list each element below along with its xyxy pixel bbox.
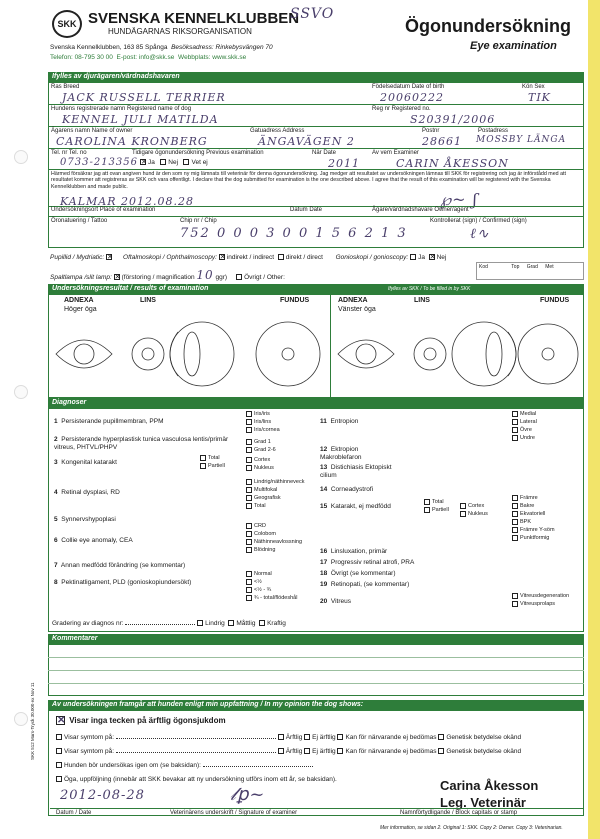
opt-checkbox[interactable] bbox=[512, 503, 518, 509]
dog-name-value[interactable]: KENNEL JULI MATILDA bbox=[62, 113, 219, 126]
conclusion-bar: Av undersökningen framgår att hunden enligt min uppfattning / In my opinion the dog shows: bbox=[48, 700, 584, 710]
page-subtitle: Eye examination bbox=[470, 40, 557, 52]
reexam-row: Hunden bör undersökas igen om (se baksidan): bbox=[56, 762, 313, 769]
signature-line bbox=[50, 808, 584, 809]
gonio-nej-checkbox[interactable]: ✕ bbox=[429, 254, 436, 262]
opt-checkbox[interactable] bbox=[512, 511, 518, 517]
opt-checkbox[interactable] bbox=[246, 579, 252, 585]
rd-options: Lindrig/näthinneveck Multifokal Geografisk Total bbox=[246, 478, 304, 510]
punch-hole bbox=[14, 712, 28, 726]
owner-signature: ℘~ ʃ bbox=[440, 190, 478, 209]
ppm-options: Iris/iris Iris/lins Iris/cornea bbox=[246, 410, 280, 434]
opt-checkbox[interactable] bbox=[246, 547, 252, 553]
diagnosis-8[interactable]: 8 Pektinatligament, PLD (gonioskopiundersökt) bbox=[54, 579, 192, 586]
kat15-options-2: Cortex Nukleus bbox=[460, 502, 488, 518]
row-divider bbox=[48, 169, 584, 170]
vet-name: Carina Åkesson bbox=[440, 778, 539, 793]
followup-checkbox[interactable] bbox=[56, 776, 62, 782]
prev-exam-options: ✕Ja Nej Vet ej bbox=[141, 159, 208, 167]
vet-sign-label: Veterinärens underskrift / Signature of examiner bbox=[170, 810, 298, 816]
lins-label-right: LINS bbox=[140, 297, 156, 304]
prev-exam-label: Tidigare ögonundersökning Previous examination bbox=[132, 150, 264, 156]
opt-checkbox[interactable] bbox=[246, 503, 252, 509]
tel-label: Tel. nr Tel. no bbox=[51, 150, 87, 156]
results-bar: Undersökningsresultat / results of examination Ifylles av SKK / To be filled in by SKK bbox=[48, 284, 584, 294]
opt-checkbox[interactable] bbox=[512, 419, 518, 425]
ej-arftlig-2-checkbox[interactable] bbox=[304, 748, 310, 754]
comment-line bbox=[48, 683, 584, 684]
indirekt-checkbox[interactable]: ✕ bbox=[219, 254, 226, 262]
opt-checkbox[interactable] bbox=[246, 495, 252, 501]
followup-row: Öga, uppföljning (innebär att SKK bevakar att ny undersökning utförs inom ett år, se baksidan). bbox=[56, 776, 337, 783]
opt-checkbox[interactable] bbox=[246, 587, 252, 593]
genetisk-2-checkbox[interactable] bbox=[438, 748, 444, 754]
org-name: SVENSKA KENNELKLUBBEN bbox=[88, 10, 300, 27]
opt-checkbox[interactable] bbox=[246, 479, 252, 485]
opt-checkbox[interactable] bbox=[246, 457, 252, 463]
when-value[interactable]: 2011 bbox=[328, 157, 360, 170]
diagnosis-7[interactable]: 7 Annan medfödd förändring (se kommentar) bbox=[54, 562, 186, 569]
opt-checkbox[interactable] bbox=[246, 411, 252, 417]
entropion-options: Medial Lateral Övre Undre bbox=[512, 410, 537, 442]
chip-value[interactable]: 752 0 0 0 3 0 0 1 5 6 2 1 3 bbox=[180, 226, 408, 241]
diagnosis-5[interactable]: 5 Synnervshypoplasi bbox=[54, 516, 116, 523]
punch-hole bbox=[14, 150, 28, 164]
opt-checkbox[interactable] bbox=[246, 523, 252, 529]
opt-checkbox[interactable] bbox=[512, 495, 518, 501]
fundus-label-right: FUNDUS bbox=[280, 297, 310, 304]
no-signs-row: ✕ Visar inga tecken på ärftlig ögonsjukdom bbox=[57, 715, 226, 727]
dob-value[interactable]: 20060222 bbox=[380, 91, 444, 104]
tattoo-label: Öronatuering / Tattoo bbox=[51, 218, 108, 224]
reg-value[interactable]: S20391/2006 bbox=[410, 113, 496, 126]
zip-label: Postnr bbox=[422, 128, 440, 134]
lins-label-left: LINS bbox=[414, 297, 430, 304]
kan-ej-2-checkbox[interactable] bbox=[337, 748, 343, 754]
opt-checkbox[interactable] bbox=[424, 507, 430, 513]
diagnosis-20[interactable]: 20 Vitreus bbox=[320, 598, 351, 605]
right-eye-diagram bbox=[52, 312, 324, 396]
kat-options-2: Cortex Nukleus bbox=[246, 456, 274, 472]
city-label: Postadress bbox=[478, 128, 509, 134]
sign-place-date[interactable]: KALMAR 2012.08.28 bbox=[60, 195, 194, 208]
opt-checkbox[interactable] bbox=[246, 419, 252, 425]
chip-label: Chip nr / Chip bbox=[180, 218, 217, 224]
prev-ja-checkbox[interactable]: ✕ bbox=[141, 159, 147, 167]
reexam-checkbox[interactable] bbox=[56, 762, 62, 768]
comment-line bbox=[48, 657, 584, 658]
ras-label: Ras Breed bbox=[51, 84, 80, 90]
code-box: Kod Top Grad Met bbox=[476, 262, 584, 280]
ras-value[interactable]: JACK RUSSELL TERRIER bbox=[62, 91, 226, 104]
owner-sign-label: Ägare/värdnadshavare Owner/agent bbox=[372, 207, 469, 213]
adnexa-label-right: ADNEXA bbox=[64, 297, 94, 304]
vet-signature: 𝓁ꝑ~ bbox=[230, 784, 266, 805]
opt-checkbox[interactable] bbox=[512, 535, 518, 541]
opt-checkbox[interactable] bbox=[246, 571, 252, 577]
street-label: Gatuadress Address bbox=[250, 128, 305, 134]
owner-name-label: Ägarens namn Name of owner bbox=[51, 128, 133, 134]
opt-checkbox[interactable] bbox=[200, 455, 206, 461]
row-divider bbox=[48, 126, 584, 127]
logo: SKK bbox=[52, 10, 82, 38]
when-label: När Date bbox=[312, 150, 337, 156]
place-label: Undersökningsort Place of examination bbox=[51, 207, 156, 213]
kat15-options-3: Främre Bakre Ekvatoriell BPK Främre Y-söm Punktformig bbox=[512, 494, 555, 542]
logo-scribble: SSVO bbox=[290, 6, 335, 22]
footer-text: Mer information, se sidan 2. Original 1: SKK. Copy 2: Owner. Copy 3: Veterinarian. bbox=[380, 825, 563, 831]
opt-checkbox[interactable] bbox=[246, 531, 252, 537]
org-sub: HUNDÄGARNAS RIKSORGANISATION bbox=[108, 27, 252, 36]
contact-line: Telefon: 08-795 30 00 E-post: info@skk.se Webbplats: www.skk.se bbox=[50, 54, 247, 61]
controlled-label: Kontrollerat (sign) / Confirmed (sign) bbox=[430, 218, 527, 224]
opt-checkbox[interactable] bbox=[246, 487, 252, 493]
examiner-value[interactable]: CARIN ÅKESSON bbox=[396, 157, 509, 170]
sex-value[interactable]: TIK bbox=[528, 91, 551, 104]
opt-checkbox[interactable] bbox=[246, 595, 252, 601]
opt-checkbox[interactable] bbox=[512, 519, 518, 525]
spaltlampa-checkbox[interactable]: ✕ bbox=[114, 274, 121, 282]
adnexa-label-left: ADNEXA bbox=[338, 297, 368, 304]
vitreus-options: Vitreusdegeneration Vitreusprolaps bbox=[512, 592, 569, 608]
opt-checkbox[interactable] bbox=[460, 503, 466, 509]
side-code: SKK 512 Mars-Tryck 30.000 ex Nov 11 bbox=[30, 682, 35, 760]
page-edge bbox=[588, 0, 600, 839]
prev-nej-checkbox[interactable] bbox=[160, 159, 166, 165]
gonio-ja-checkbox[interactable] bbox=[410, 254, 416, 260]
diagnosis-1[interactable]: 1 Persisterande pupillmembran, PPM bbox=[54, 418, 164, 425]
row-divider bbox=[48, 148, 584, 149]
symptom-row-1: Visar symtom på: Ärftlig Ej ärftlig Kan för närvarande ej bedömas Genetisk betydelse okänd bbox=[56, 734, 521, 741]
diagnosis-19[interactable]: 19 Retinopati, (se kommentar) bbox=[320, 581, 410, 588]
cea-options: CRD Colobom Näthinneavlossning Blödning bbox=[246, 522, 302, 554]
symptom-1-checkbox[interactable] bbox=[56, 734, 62, 740]
opt-checkbox[interactable] bbox=[246, 539, 252, 545]
vet-title: Leg. Veterinär bbox=[440, 795, 526, 810]
methods-row-1: Pupillid / Mydriatic: ✕ Oftalmoskopi / Ophthalmoscopy: ✕indirekt / indirect direkt / direct Gonioskopi / gonioscopy: Ja ✕Nej bbox=[50, 254, 447, 262]
opt-checkbox[interactable] bbox=[460, 511, 466, 517]
ej-arftlig-1-checkbox[interactable] bbox=[304, 734, 310, 740]
pupill-checkbox[interactable]: ✕ bbox=[107, 254, 113, 262]
opt-checkbox[interactable] bbox=[246, 447, 252, 453]
diagnosis-14[interactable]: 14 Corneadystrofi bbox=[320, 486, 374, 493]
diagnosis-13[interactable]: 13 Distichiasis Ektopiskt cilium bbox=[320, 464, 392, 479]
kat-options: Total Partiell bbox=[200, 454, 225, 470]
zip-value[interactable]: 28661 bbox=[422, 135, 462, 148]
opt-checkbox[interactable] bbox=[200, 463, 206, 469]
arftlig-1-checkbox[interactable] bbox=[278, 734, 284, 740]
comment-line bbox=[48, 670, 584, 671]
opt-checkbox[interactable] bbox=[512, 593, 518, 599]
owner-section-bar: Ifylles av djurägaren/värdnadshavaren bbox=[48, 72, 584, 82]
diagnosis-17[interactable]: 17 Progressiv retinal atrofi, PRA bbox=[320, 559, 415, 566]
kan-ej-1-checkbox[interactable] bbox=[337, 734, 343, 740]
city-value[interactable]: MOSSBY LÄNGA bbox=[476, 135, 567, 145]
address-line: Svenska Kennelklubben, 163 85 Spånga Besöksadress: Rinkebysvängen 70 bbox=[50, 44, 273, 51]
comments-bar: Kommentarer bbox=[48, 634, 584, 644]
opt-checkbox[interactable] bbox=[424, 499, 430, 505]
diagnosis-15[interactable]: 15 Katarakt, ej medfödd bbox=[320, 503, 391, 510]
pld-options: Normal <½ <½ - ¾ ¾ - total/flödeshål bbox=[246, 570, 297, 602]
diagnosis-12[interactable]: 12 Ektropion Makroblefaron bbox=[320, 446, 362, 461]
date-sig-label: Datum / Date bbox=[56, 810, 92, 816]
phtvl-options: Grad 1 Grad 2-6 bbox=[246, 438, 276, 454]
opt-checkbox[interactable] bbox=[512, 601, 518, 607]
opt-checkbox[interactable] bbox=[512, 411, 518, 417]
row-divider bbox=[48, 104, 584, 105]
arftlig-2-checkbox[interactable] bbox=[278, 748, 284, 754]
opt-checkbox[interactable] bbox=[512, 427, 518, 433]
controlled-signature: ℓ∿ bbox=[470, 226, 490, 242]
opt-checkbox[interactable] bbox=[512, 527, 518, 533]
exam-date-value[interactable]: 2012-08-28 bbox=[60, 788, 145, 803]
symptom-row-2: Visar symtom på: Ärftlig Ej ärftlig Kan för närvarande ej bedömas Genetisk betydelse okänd bbox=[56, 748, 521, 755]
dog-name-label: Hundens registrerade namn Registered name of dog bbox=[51, 106, 192, 112]
owner-name-value[interactable]: CAROLINA KRONBERG bbox=[56, 135, 208, 148]
prev-vetej-checkbox[interactable] bbox=[183, 159, 189, 165]
sex-label: Kön Sex bbox=[522, 84, 545, 90]
direkt-checkbox[interactable] bbox=[278, 254, 284, 260]
opt-checkbox[interactable] bbox=[246, 465, 252, 471]
diagnosis-2[interactable]: 2 Persisterande hyperplastisk tunica vasculosa lentis/primär vitreus, PHTVL/PHPV bbox=[54, 436, 229, 451]
dob-label: Födelsedatum Date of birth bbox=[372, 84, 445, 90]
left-eye-diagram bbox=[334, 312, 582, 396]
diagnoser-bar: Diagnoser bbox=[48, 398, 584, 408]
date-label: Datum Date bbox=[290, 207, 323, 213]
magnification-value[interactable]: 10 bbox=[196, 268, 214, 282]
reg-label: Reg nr Registered no. bbox=[372, 106, 431, 112]
punch-hole bbox=[14, 385, 28, 399]
diagnosis-6[interactable]: 6 Collie eye anomaly, CEA bbox=[54, 537, 133, 544]
examiner-label: Av vem Examiner bbox=[372, 150, 419, 156]
diagnosis-4[interactable]: 4 Retinal dysplasi, RD bbox=[54, 489, 120, 496]
right-eye-label: Höger öga bbox=[64, 306, 97, 313]
kraftig-checkbox[interactable] bbox=[259, 620, 265, 626]
declaration-text: Härmed försäkrar jag att ovan angiven hund är den som ny mig lämnats till veterinär för denna ögonundersökning. Jag medger att resultatet av undersökningen lämnas till SKK för registrering och jag är införstådd med att resultatet kommer att registreras av SKK och vara offentligt. I declare that the dog submitted for examination is the one described above. I agree that the result of this examination will be registered with the Svenska Kennelklubben and made public. bbox=[51, 171, 566, 190]
gradering-row: Gradering av diagnos nr: Lindrig Måttlig Kraftig bbox=[52, 620, 286, 627]
row-divider bbox=[48, 216, 584, 217]
opt-checkbox[interactable] bbox=[512, 435, 518, 441]
results-divider bbox=[330, 294, 331, 398]
diagnosis-11[interactable]: 11 Entropion bbox=[320, 418, 359, 425]
fundus-label-left: FUNDUS bbox=[540, 297, 570, 304]
opt-checkbox[interactable] bbox=[246, 427, 252, 433]
mattlig-checkbox[interactable] bbox=[228, 620, 234, 626]
symptom-2-checkbox[interactable] bbox=[56, 748, 62, 754]
diagnosis-16[interactable]: 16 Linsluxation, primär bbox=[320, 548, 388, 555]
diagnosis-18[interactable]: 18 Övrigt (se kommentar) bbox=[320, 570, 396, 577]
opt-checkbox[interactable] bbox=[246, 439, 252, 445]
kat15-options: Total Partiell bbox=[424, 498, 449, 514]
diagnosis-3[interactable]: 3 Kongenital katarakt bbox=[54, 459, 117, 466]
no-signs-checkbox[interactable]: ✕ bbox=[57, 715, 66, 727]
page-title: Ögonundersökning bbox=[405, 16, 571, 36]
genetisk-1-checkbox[interactable] bbox=[438, 734, 444, 740]
street-value[interactable]: ÄNGAVÄGEN 2 bbox=[258, 135, 355, 148]
tel-value[interactable]: 0733-213356 bbox=[60, 157, 139, 168]
ovrigt-checkbox[interactable] bbox=[236, 274, 242, 280]
lindrig-checkbox[interactable] bbox=[197, 620, 203, 626]
left-eye-label: Vänster öga bbox=[338, 306, 376, 313]
stamp-label: Namnförtydligande / Block capitals or stamp bbox=[400, 810, 518, 816]
methods-row-2: Spaltlampa /slit lamp: ✕(förstoring / magnification 10 ggr) Övrigt / Other: bbox=[50, 268, 285, 282]
